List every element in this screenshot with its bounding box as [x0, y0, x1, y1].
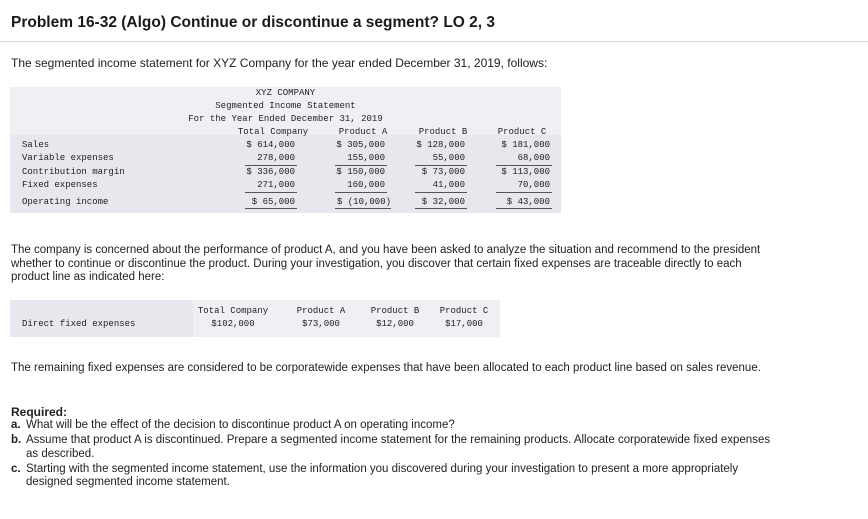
required-heading: Required: [11, 405, 68, 419]
required-item-text: Assume that product A is discontinued. Prepare a segmented income statement for the remaining products. Allocate corporatewide fixed expenses as described. [26, 434, 771, 460]
cell-cm-product-b: $ 73,000 [421, 167, 465, 177]
column-header-product-a: Product A [338, 127, 388, 137]
income-statement-table [10, 87, 561, 213]
dfe-header-product-b: Product B [370, 306, 420, 316]
underline [335, 165, 387, 166]
required-item-b [11, 434, 771, 461]
underline [245, 165, 297, 166]
dfe-value-total: $102,000 [211, 319, 255, 329]
underline [415, 192, 467, 193]
column-header-product-b: Product B [418, 127, 468, 137]
underline [415, 165, 467, 166]
title-divider [0, 41, 868, 42]
row-label-sales: Sales [22, 140, 50, 150]
cell-sales-total: $ 614,000 [246, 140, 295, 150]
concern-paragraph: The company is concerned about the performance of product A, and you have been asked to analyze the situation and recommend to the president whether to continue or discontinue the product. During your investigation, you discover that certain fixed expenses are traceable directly to each product line as indicated here: [11, 244, 761, 283]
underline [335, 192, 387, 193]
cell-oi-total: $ 65,000 [251, 197, 295, 207]
statement-company-name: XYZ COMPANY [255, 88, 316, 98]
cell-cm-product-c: $ 113,000 [501, 167, 550, 177]
remaining-expenses-paragraph: The remaining fixed expenses are considered to be corporatewide expenses that have been allocated to each product line based on sales revenue. [11, 362, 761, 374]
required-item-a [11, 419, 771, 433]
dfe-value-product-b: $12,000 [376, 319, 414, 329]
dfe-header-product-a: Product A [296, 306, 346, 316]
dfe-header-total: Total Company [197, 306, 269, 316]
cell-fixed-product-a: 160,000 [347, 180, 385, 190]
cell-variable-product-b: 55,000 [432, 153, 465, 163]
cell-oi-product-a: $ (10,000) [336, 197, 391, 207]
double-underline [335, 208, 391, 209]
statement-title: Segmented Income Statement [215, 101, 356, 111]
dfe-value-product-c: $17,000 [445, 319, 483, 329]
cell-oi-product-c: $ 43,000 [506, 197, 550, 207]
cell-variable-product-a: 155,000 [347, 153, 385, 163]
dfe-value-product-a: $73,000 [302, 319, 340, 329]
required-item-letter: c. [11, 462, 21, 475]
double-underline [245, 208, 297, 209]
cell-fixed-product-c: 70,000 [517, 180, 550, 190]
column-header-total: Total Company [237, 127, 309, 137]
dfe-row-label: Direct fixed expenses [22, 319, 136, 329]
cell-cm-total: $ 336,000 [246, 167, 295, 177]
underline [245, 192, 297, 193]
required-item-letter: a. [11, 419, 21, 431]
required-list [11, 419, 771, 491]
required-item-c [11, 463, 771, 490]
required-item-text: Starting with the segmented income statement, use the information you discovered during your investigation to present a more appropriately designed segmented income statement. [26, 462, 739, 488]
double-underline [415, 208, 467, 209]
statement-period: For the Year Ended December 31, 2019 [188, 114, 383, 124]
row-label-operating-income: Operating income [22, 197, 109, 207]
row-label-variable-expenses: Variable expenses [22, 153, 114, 163]
row-label-fixed-expenses: Fixed expenses [22, 180, 98, 190]
row-label-contribution-margin: Contribution margin [22, 167, 125, 177]
cell-sales-product-a: $ 305,000 [336, 140, 385, 150]
cell-oi-product-b: $ 32,000 [421, 197, 465, 207]
cell-fixed-total: 271,000 [257, 180, 295, 190]
underline [496, 192, 552, 193]
required-item-letter: b. [11, 434, 22, 446]
double-underline [496, 208, 552, 209]
cell-sales-product-b: $ 128,000 [416, 140, 465, 150]
column-header-product-c: Product C [497, 127, 547, 137]
direct-fixed-expenses-table [10, 300, 500, 337]
problem-title: Problem 16-32 (Algo) Continue or discontinue a segment? LO 2, 3 [11, 14, 496, 31]
cell-fixed-product-b: 41,000 [432, 180, 465, 190]
cell-variable-product-c: 68,000 [517, 153, 550, 163]
cell-variable-total: 278,000 [257, 153, 295, 163]
underline [496, 165, 552, 166]
dfe-header-product-c: Product C [439, 306, 489, 316]
cell-sales-product-c: $ 181,000 [501, 140, 550, 150]
cell-cm-product-a: $ 150,000 [336, 167, 385, 177]
intro-text: The segmented income statement for XYZ Company for the year ended December 31, 2019, follows: [11, 56, 548, 70]
required-item-text: What will be the effect of the decision to discontinue product A on operating income? [26, 419, 455, 431]
